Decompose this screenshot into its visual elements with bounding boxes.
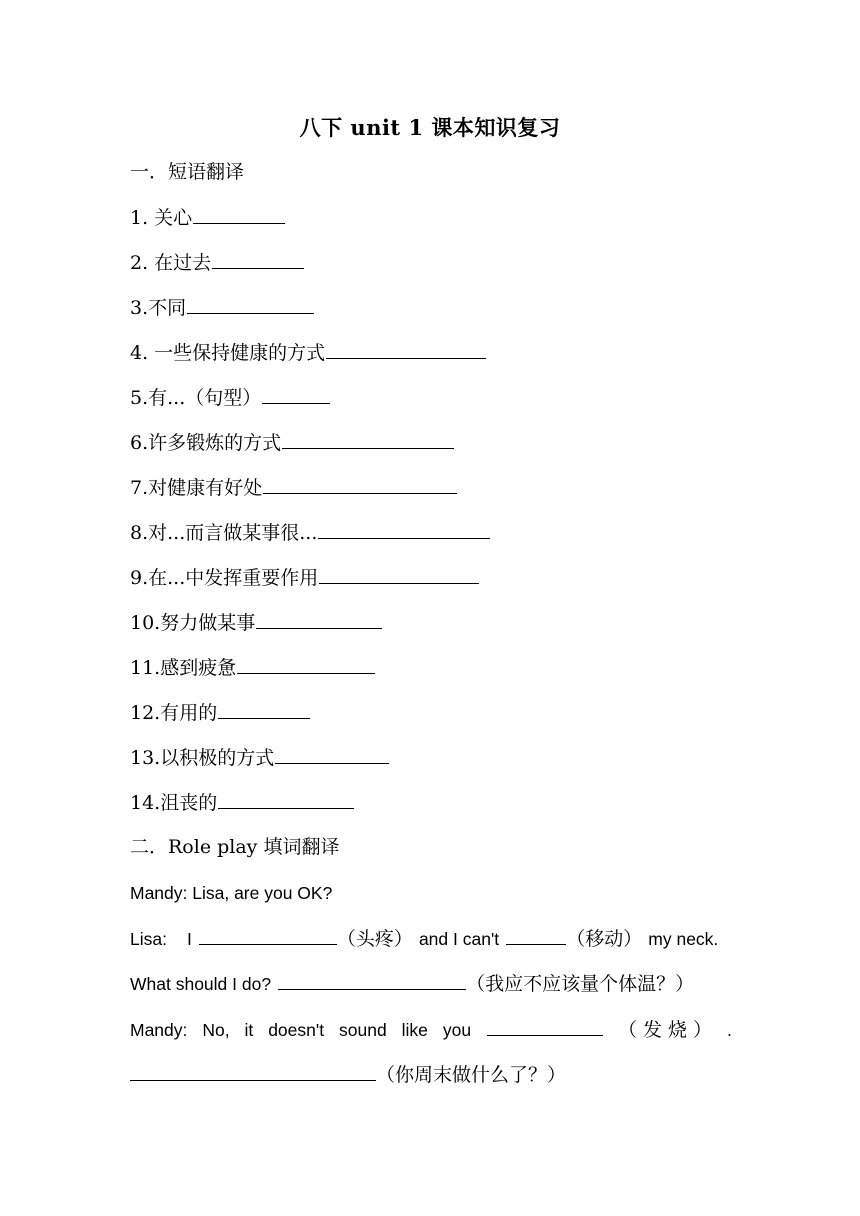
dialogue-text: I — [186, 929, 192, 949]
phrase-text: 7.对健康有好处 — [130, 477, 263, 499]
phrase-text: 14.沮丧的 — [130, 792, 218, 814]
phrase-item-12 — [130, 698, 310, 726]
section-heading-phrase-translation: 一．短语翻译 — [130, 161, 245, 183]
answer-blank[interactable] — [282, 428, 454, 449]
section-heading-role-play: 二．Role play 填词翻译 — [130, 836, 340, 858]
phrase-text: 2. 在过去 — [130, 252, 212, 274]
dialogue-word: like — [401, 1020, 428, 1040]
dialogue-text: my neck. — [648, 929, 719, 949]
dialogue-line-2 — [130, 924, 718, 952]
phrase-item-3 — [130, 293, 314, 321]
speaker-label: Lisa: — [130, 929, 167, 949]
answer-blank[interactable] — [256, 608, 382, 629]
phrase-text: 13.以积极的方式 — [130, 747, 275, 769]
phrase-item-5 — [130, 383, 330, 411]
phrase-text: 1. 关心 — [130, 207, 193, 229]
hint-temperature: （我应不应该量个体温？） — [466, 973, 695, 995]
phrase-item-6 — [130, 428, 454, 456]
answer-blank[interactable] — [187, 293, 314, 314]
phrase-item-7 — [130, 473, 457, 501]
dialogue-text: What should I do? — [130, 974, 272, 994]
phrase-item-14 — [130, 788, 354, 816]
dialogue-word: you — [442, 1020, 472, 1040]
answer-blank[interactable] — [326, 338, 486, 359]
phrase-text: 3.不同 — [130, 297, 187, 319]
answer-blank[interactable] — [275, 743, 389, 764]
dialogue-line-3 — [130, 969, 694, 997]
answer-blank[interactable] — [218, 698, 310, 719]
dialogue-word: No, — [202, 1020, 230, 1040]
hint-weekend: （你周末做什么了？） — [376, 1064, 567, 1086]
answer-blank[interactable] — [262, 383, 330, 404]
phrase-item-2 — [130, 248, 304, 276]
answer-blank-headache[interactable] — [199, 924, 337, 945]
phrase-item-4 — [130, 338, 486, 366]
answer-blank[interactable] — [319, 563, 479, 584]
answer-blank-move[interactable] — [506, 924, 566, 945]
phrase-text: 12.有用的 — [130, 702, 218, 724]
phrase-item-1 — [130, 203, 285, 231]
answer-blank[interactable] — [212, 248, 304, 269]
answer-blank-fever[interactable] — [487, 1015, 603, 1036]
phrase-text: 6.许多锻炼的方式 — [130, 432, 282, 454]
worksheet-title: 八下 unit 1 课本知识复习 — [299, 115, 561, 140]
speaker-label: Mandy: — [130, 1020, 188, 1040]
answer-blank-temperature[interactable] — [278, 969, 466, 990]
phrase-text: 8.对...而言做某事很... — [130, 522, 318, 544]
dialogue-word: doesn't — [268, 1020, 325, 1040]
phrase-item-11 — [130, 653, 375, 681]
hint-fever: （ 发 烧 ） — [617, 1019, 713, 1041]
dialogue-line-5 — [130, 1060, 566, 1088]
dialogue-word: it — [244, 1020, 254, 1040]
dialogue-line-1: Mandy: Lisa, are you OK? — [130, 883, 333, 903]
dialogue-text: and I can't — [418, 929, 500, 949]
dialogue-word: sound — [339, 1020, 387, 1040]
phrase-text: 11.感到疲惫 — [130, 657, 237, 679]
phrase-item-13 — [130, 743, 389, 771]
dialogue-line-4 — [130, 1015, 732, 1044]
hint-move: （移动） — [566, 928, 643, 950]
phrase-text: 5.有...（句型） — [130, 387, 262, 409]
phrase-item-8 — [130, 518, 490, 546]
answer-blank[interactable] — [263, 473, 457, 494]
answer-blank[interactable] — [318, 518, 490, 539]
phrase-item-10 — [130, 608, 382, 636]
answer-blank-weekend[interactable] — [130, 1060, 376, 1081]
phrase-text: 4. 一些保持健康的方式 — [130, 342, 326, 364]
dialogue-punctuation: . — [727, 1020, 732, 1040]
phrase-item-9 — [130, 563, 479, 591]
answer-blank[interactable] — [218, 788, 354, 809]
phrase-text: 9.在...中发挥重要作用 — [130, 567, 319, 589]
hint-headache: （头疼） — [336, 928, 413, 950]
phrase-text: 10.努力做某事 — [130, 612, 256, 634]
answer-blank[interactable] — [193, 203, 285, 224]
answer-blank[interactable] — [237, 653, 375, 674]
